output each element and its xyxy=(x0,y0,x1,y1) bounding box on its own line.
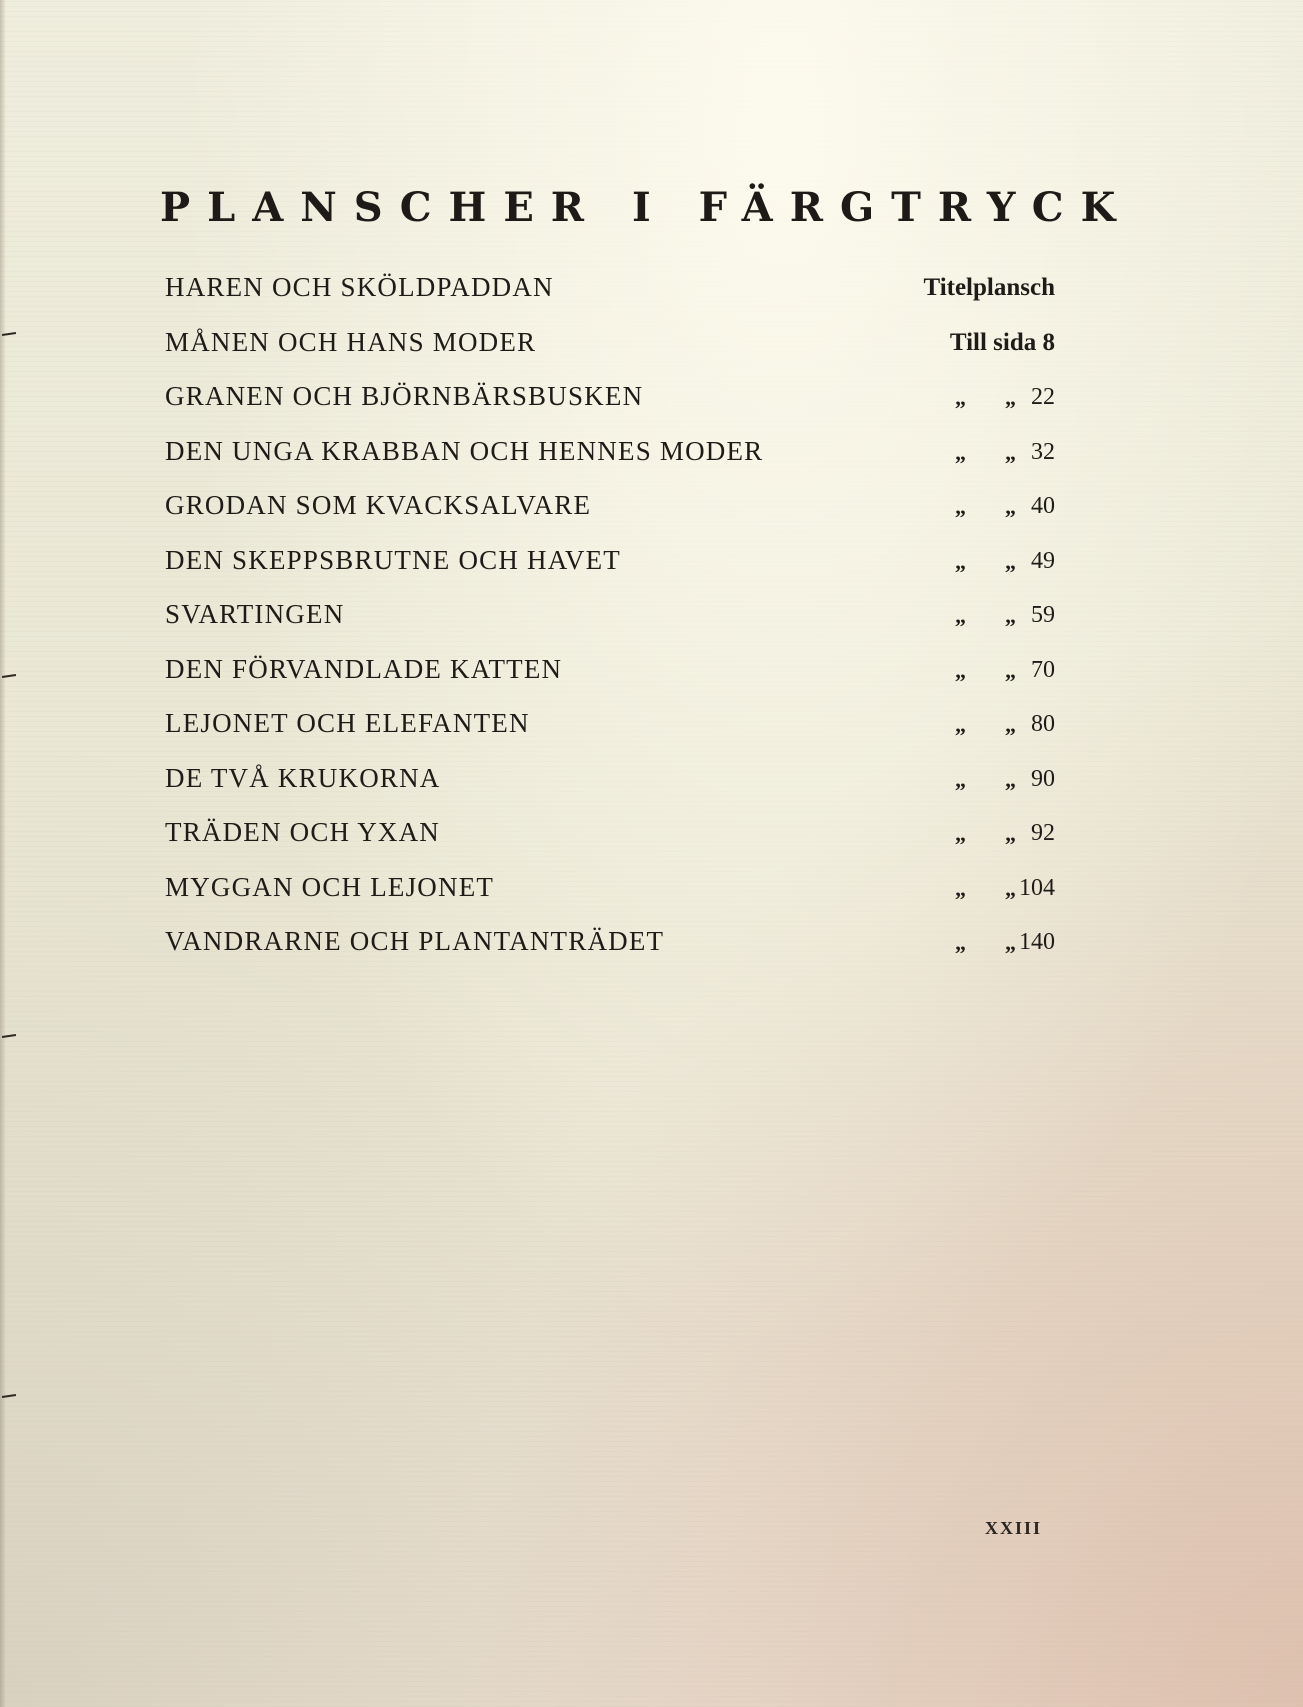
plate-title: HAREN OCH SKÖLDPADDAN xyxy=(165,272,554,302)
ditto-mark: „ xyxy=(1005,548,1016,574)
plate-page-number: 92 xyxy=(1031,820,1055,846)
plate-page-number: 32 xyxy=(1031,438,1055,465)
page-heading: PLANSCHER I FÄRGTRYCK xyxy=(160,184,1133,231)
plate-page-reference xyxy=(875,817,1055,857)
plate-entry xyxy=(165,545,1055,600)
plate-entry xyxy=(165,272,1055,327)
binding-mark xyxy=(2,672,20,680)
plate-entry xyxy=(165,327,1055,382)
ditto-mark: „ xyxy=(955,657,966,683)
ditto-mark: „ xyxy=(955,603,966,628)
plate-reference-text: Till sida 8 xyxy=(949,328,1055,356)
plate-title: DEN SKEPPSBRUTNE OCH HAVET xyxy=(165,544,622,575)
plate-title: MYGGAN OCH LEJONET xyxy=(165,871,495,902)
plate-title: GRODAN SOM KVACKSALVARE xyxy=(165,490,592,520)
plate-page-reference xyxy=(875,381,1055,421)
plate-page-number: 80 xyxy=(1031,711,1055,737)
ditto-mark: „ xyxy=(955,494,966,519)
plate-entry xyxy=(165,599,1055,654)
ditto-mark: „ xyxy=(955,439,966,465)
plate-entry xyxy=(165,436,1055,491)
plate-page-number: 140 xyxy=(1019,929,1055,955)
plate-page-number: 70 xyxy=(1031,656,1055,683)
plate-page-reference xyxy=(875,654,1055,694)
ditto-mark: „ xyxy=(1005,494,1016,519)
ditto-mark: „ xyxy=(1005,439,1016,465)
plate-page-reference xyxy=(875,272,1055,312)
ditto-mark: „ xyxy=(1005,712,1016,737)
plate-entry xyxy=(165,763,1055,818)
plate-page-number: 59 xyxy=(1031,602,1055,628)
plate-page-reference xyxy=(875,436,1055,476)
plate-entry xyxy=(165,381,1055,436)
plate-title: GRANEN OCH BJÖRNBÄRSBUSKEN xyxy=(165,381,644,411)
plate-page-reference xyxy=(875,708,1055,748)
ditto-mark: „ xyxy=(955,712,966,737)
plate-page-reference xyxy=(875,763,1055,803)
binding-mark xyxy=(2,1392,20,1400)
plate-page-reference xyxy=(875,599,1055,639)
plate-entry xyxy=(165,926,1055,981)
plates-list xyxy=(165,272,1055,981)
ditto-mark: „ xyxy=(1005,766,1016,792)
plate-entry xyxy=(165,490,1055,545)
ditto-mark: „ xyxy=(1005,603,1016,628)
plate-title: LEJONET OCH ELEFANTEN xyxy=(165,708,530,738)
plate-page-reference xyxy=(875,926,1055,966)
plate-title: VANDRARNE OCH PLANTANTRÄDET xyxy=(165,926,665,956)
ditto-mark: „ xyxy=(955,930,966,955)
plate-page-number: 22 xyxy=(1031,384,1055,410)
ditto-mark: „ xyxy=(955,385,966,410)
ditto-mark: „ xyxy=(955,875,966,901)
plate-entry xyxy=(165,872,1055,927)
ditto-mark: „ xyxy=(955,548,966,574)
ditto-mark: „ xyxy=(1005,930,1016,955)
plate-title: SVARTINGEN xyxy=(165,599,345,629)
plate-entry xyxy=(165,654,1055,709)
binding-mark xyxy=(2,1032,20,1040)
ditto-mark: „ xyxy=(1005,385,1016,410)
plate-entry xyxy=(165,817,1055,872)
plate-title: DEN UNGA KRABBAN OCH HENNES MODER xyxy=(165,435,764,466)
page-number: XXIII xyxy=(985,1518,1043,1538)
plate-page-reference xyxy=(875,490,1055,530)
plate-page-number: 40 xyxy=(1031,493,1055,519)
ditto-mark: „ xyxy=(1005,821,1016,846)
plate-reference-text: Titelplansch xyxy=(923,274,1055,301)
ditto-mark: „ xyxy=(955,766,966,792)
plate-title: DE TVÅ KRUKORNA xyxy=(165,762,441,793)
plate-page-number: 49 xyxy=(1031,547,1055,574)
plate-page-reference xyxy=(875,545,1055,585)
binding-mark xyxy=(2,330,20,338)
plate-title: MÅNEN OCH HANS MODER xyxy=(165,326,537,357)
plate-page-reference xyxy=(875,327,1055,367)
plate-title: TRÄDEN OCH YXAN xyxy=(165,817,440,847)
ditto-mark: „ xyxy=(1005,657,1016,683)
plate-page-number: 90 xyxy=(1031,765,1055,792)
page-edge-shadow xyxy=(0,0,6,1707)
ditto-mark: „ xyxy=(955,821,966,846)
plate-title: DEN FÖRVANDLADE KATTEN xyxy=(165,653,563,684)
plate-entry xyxy=(165,708,1055,763)
plate-page-number: 104 xyxy=(1019,874,1055,901)
ditto-mark: „ xyxy=(1005,875,1016,901)
plate-page-reference xyxy=(875,872,1055,912)
